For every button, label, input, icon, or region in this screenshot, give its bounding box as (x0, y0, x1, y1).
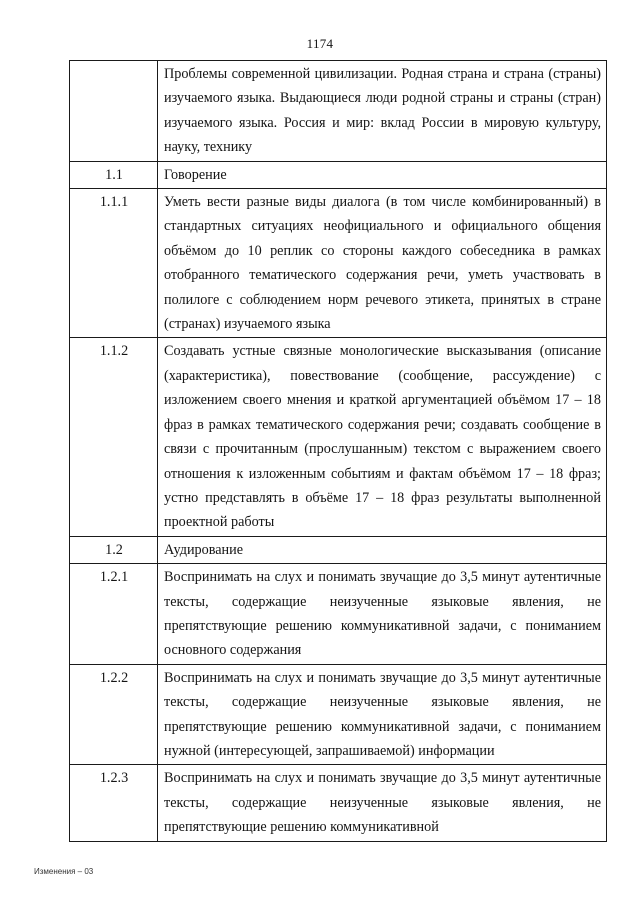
content-table (69, 60, 607, 842)
row-text: Воспринимать на слух и понимать звучащие до 3,5 минут аутентичные тексты, содержащие неизученные языковые явления, не препятствующие решению коммуникативной задачи, с пониманием нужной (интересующей, запрашиваемой) информации (158, 664, 607, 765)
table-row (70, 338, 607, 536)
row-text: Воспринимать на слух и понимать звучащие до 3,5 минут аутентичные тексты, содержащие неизученные языковые явления, не препятствующие решению коммуникативной (158, 765, 607, 841)
row-number: 1.1 (70, 161, 158, 188)
row-number (70, 61, 158, 162)
table-row (70, 765, 607, 841)
row-number: 1.2.1 (70, 564, 158, 665)
row-text: Уметь вести разные виды диалога (в том числе комбинированный) в стандартных ситуациях неофициального и официального общения объёмом до 10 реплик со стороны каждого собеседника в рамках отобранного тематического содержания речи, уметь участвовать в полилоге с соблюдением норм речевого этикета, принятых в стране (странах) изучаемого языка (158, 189, 607, 338)
row-number: 1.1.1 (70, 189, 158, 338)
row-text: Воспринимать на слух и понимать звучащие до 3,5 минут аутентичные тексты, содержащие неизученные языковые явления, не препятствующие решению коммуникативной задачи, с пониманием основного содержания (158, 564, 607, 665)
table-row (70, 61, 607, 162)
section-heading: Аудирование (158, 536, 607, 563)
row-text: Проблемы современной цивилизации. Родная страна и страна (страны) изучаемого языка. Выдающиеся люди родной страны и страны (стран) изучаемого языка. Россия и мир: вклад России в мировую культуру, науку, технику (158, 61, 607, 162)
row-number: 1.2.3 (70, 765, 158, 841)
row-number: 1.1.2 (70, 338, 158, 536)
row-number: 1.2.2 (70, 664, 158, 765)
section-heading: Говорение (158, 161, 607, 188)
table-row (70, 161, 607, 188)
table-row (70, 664, 607, 765)
table-row (70, 536, 607, 563)
page-number: 1174 (306, 36, 334, 51)
footer-revision-note: Изменения – 03 (34, 867, 94, 876)
table-row (70, 564, 607, 665)
row-text: Создавать устные связные монологические высказывания (описание (характеристика), повествование (сообщение, рассуждение) с изложением своего мнения и краткой аргументацией объёмом 17 – 18 фраз в рамках тематического содержания речи; создавать сообщение в связи с прочитанным (прослушанным) текстом с выражением своего отношения к изложенным событиям и фактам объёмом 17 – 18 фраз; устно представлять в объёме 17 – 18 фраз результаты выполненной проектной работы (158, 338, 607, 536)
row-number: 1.2 (70, 536, 158, 563)
table-row (70, 189, 607, 338)
